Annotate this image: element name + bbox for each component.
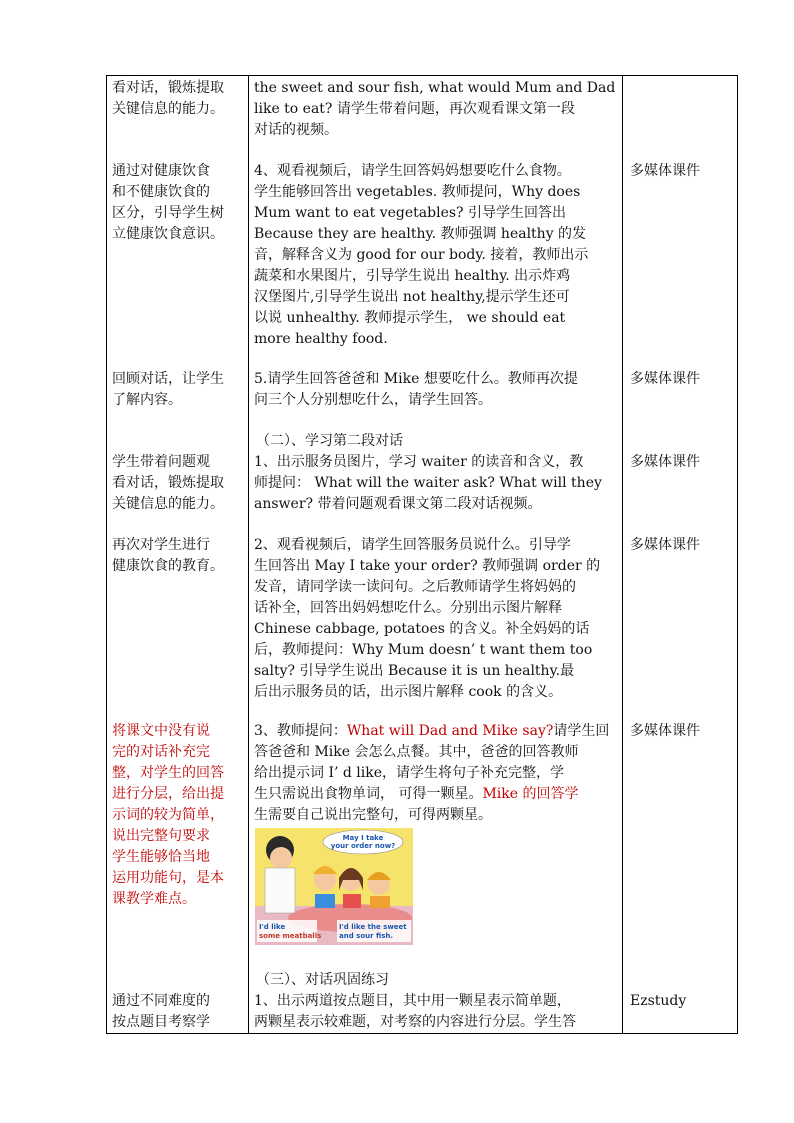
mid-text: 1、出示两道按点题目，其中用一颗星表示简单题， [254, 993, 571, 1009]
left-text: 关键信息的能力。 [112, 496, 224, 512]
mid-text: the sweet and sour fish, what would Mum and Dad [254, 80, 616, 96]
left-text: 健康饮食的教育。 [112, 558, 224, 574]
mike-highlight: Mike 的回答学 [482, 786, 579, 802]
left-text: 按点题目考察学 [112, 1014, 210, 1030]
section-title: （三）、对话巩固练习 [256, 972, 389, 988]
mid-text: 话补全，回答出妈妈想吃什么。分别出示图片解释 [254, 600, 562, 616]
left-text: 和不健康饮食的 [112, 184, 210, 200]
left-text: 看对话，锻炼提取 [112, 475, 224, 491]
left-text: 立健康饮食意识。 [112, 226, 224, 242]
mid-text: like to eat? 请学生带着问题，再次观看课文第一段 [254, 101, 575, 117]
left-text: 区分，引导学生树 [112, 205, 224, 221]
resource-label: 多媒体课件 [630, 537, 700, 553]
left-text-highlight: 运用功能句，是本 [112, 870, 224, 886]
mid-text: 1、出示服务员图片，学习 waiter 的读音和含义，教 [254, 454, 584, 470]
table-border-left [106, 75, 107, 1034]
mid-text: 蔬菜和水果图片，引导学生说出 healthy. 出示炸鸡 [254, 268, 571, 284]
mid-text: 后，教师提问：Why Mum doesn’ t want them too [254, 642, 593, 658]
resource-label: 多媒体课件 [630, 371, 700, 387]
question-highlight: What will Dad and Mike say? [346, 723, 554, 739]
mid-text: salty? 引导学生说出 Because it is un healthy.最 [254, 663, 575, 679]
table-border-top [106, 75, 738, 76]
bubble-text: I'd like [259, 923, 286, 931]
mid-text-mixed [254, 721, 609, 742]
mid-text: 生需要自己说出完整句，可得两颗星。 [254, 807, 492, 823]
mid-text: 汉堡图片,引导学生说出 not healthy,提示学生还可 [254, 289, 570, 305]
mid-text: 对话的视频。 [254, 122, 338, 138]
left-text-highlight: 整，对学生的回答 [112, 765, 224, 781]
mid-text: 4、观看视频后，请学生回答妈妈想要吃什么食物。 [254, 163, 571, 179]
table-divider-2 [622, 75, 623, 1034]
left-text-highlight: 说出完整句要求 [112, 828, 210, 844]
bubble-text: some meatballs [259, 932, 322, 940]
mid-text: 后出示服务员的话，出示图片解释 cook 的含义。 [254, 684, 563, 700]
left-text: 关键信息的能力。 [112, 101, 224, 117]
left-text: 看对话，锻炼提取 [112, 80, 224, 96]
illustration-svg [255, 828, 413, 945]
left-text-highlight: 课教学难点。 [112, 891, 196, 907]
mid-text: answer? 带着问题观看课文第二段对话视频。 [254, 496, 542, 512]
left-text-highlight: 完的对话补充完 [112, 744, 210, 760]
bubble-text: I'd like the sweet [339, 923, 407, 931]
bubble-text: May I take [342, 834, 384, 842]
left-text-highlight: 将课文中没有说 [112, 723, 210, 739]
left-text: 再次对学生进行 [112, 537, 210, 553]
resource-label: 多媒体课件 [630, 454, 700, 470]
mid-text: 3、教师提问： [254, 723, 347, 739]
bubble-text: and sour fish. [339, 932, 394, 940]
left-text: 回顾对话，让学生 [112, 371, 224, 387]
left-text: 学生带着问题观 [112, 454, 210, 470]
mid-text: Chinese cabbage, potatoes 的含义。补全妈妈的话 [254, 621, 590, 637]
mid-text: 生回答出 May I take your order? 教师强调 order 的 [254, 558, 601, 574]
mid-text: 给出提示词 I’ d like，请学生将句子补充完整，学 [254, 765, 565, 781]
mid-text: more healthy food. [254, 331, 388, 347]
table-border-bottom [106, 1033, 738, 1034]
mid-text: 5.请学生回答爸爸和 Mike 想要吃什么。教师再次提 [254, 371, 578, 387]
mid-text: 师提问： What will the waiter ask? What will they [254, 475, 602, 491]
left-text-highlight: 进行分层，给出提 [112, 786, 224, 802]
mid-text: 2、观看视频后，请学生回答服务员说什么。引导学 [254, 537, 571, 553]
mid-text: 发音，请同学读一读问句。之后教师请学生将妈妈的 [254, 579, 576, 595]
mid-text: 以说 unhealthy. 教师提示学生， we should eat [254, 310, 566, 326]
resource-label: Ezstudy [630, 993, 687, 1009]
left-text: 通过对健康饮食 [112, 163, 210, 179]
mid-text: 问三个人分别想吃什么，请学生回答。 [254, 392, 492, 408]
left-text: 了解内容。 [112, 392, 182, 408]
resource-label: 多媒体课件 [630, 163, 700, 179]
mid-text: Because they are healthy. 教师强调 healthy 的发 [254, 226, 587, 242]
mid-text: 请学生回 [553, 723, 610, 739]
left-text-highlight: 示词的较为简单， [112, 807, 224, 823]
restaurant-illustration [255, 828, 413, 945]
mid-text-mixed [254, 784, 578, 805]
mid-text: 学生能够回答出 vegetables. 教师提问，Why does [254, 184, 581, 200]
left-text-highlight: 学生能够恰当地 [112, 849, 210, 865]
mid-text: 答爸爸和 Mike 会怎么点餐。其中，爸爸的回答教师 [254, 744, 579, 760]
mid-text: Mum want to eat vegetables? 引导学生回答出 [254, 205, 566, 221]
table-divider-1 [248, 75, 249, 1034]
bubble-text: your order now? [330, 842, 396, 850]
section-title: （二）、学习第二段对话 [256, 433, 403, 449]
table-border-right [737, 75, 738, 1034]
mid-text: 音，解释含义为 good for our body. 接着，教师出示 [254, 247, 589, 263]
mid-text: 生只需说出食物单词， 可得一颗星。 [254, 786, 483, 802]
mid-text: 两颗星表示较难题，对考察的内容进行分层。学生答 [254, 1014, 576, 1030]
resource-label: 多媒体课件 [630, 723, 700, 739]
left-text: 通过不同难度的 [112, 993, 210, 1009]
